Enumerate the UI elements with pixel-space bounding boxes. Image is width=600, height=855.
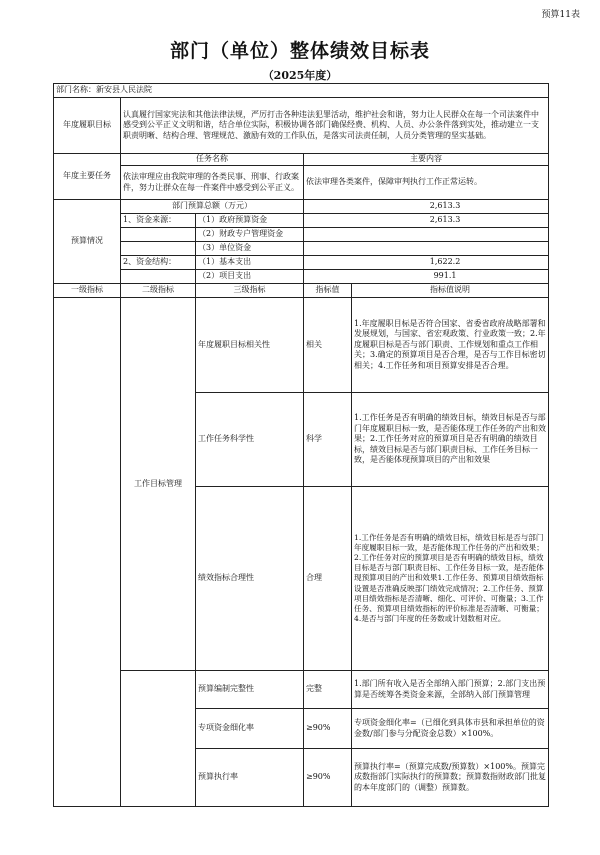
fund-structure-value: 1,622.2 xyxy=(304,256,549,270)
budget-total-value: 2,613.3 xyxy=(304,200,549,214)
level2-cell: 工作目标管理 xyxy=(121,298,196,671)
indicator-value: ≥90% xyxy=(304,749,352,807)
fund-source-item: （2）财政专户管理资金 xyxy=(196,228,304,242)
indicator-desc: 1.年度履职目标是否符合国家、省委省政府战略部署和发展规划，与国家、省宏观政策、行业政策一致；2.年度履职目标是否与部门职责、工作规划和重点工作相关；3.确定的预算项目是否合理，是否与工作目标密切相关；4.工作任务和项目预算安排是否合理。 xyxy=(352,298,549,393)
table-row xyxy=(54,298,549,393)
fund-structure-value: 991.1 xyxy=(304,270,549,284)
level3-name: 专项资金细化率 xyxy=(196,709,304,749)
level3-header: 三级指标 xyxy=(196,284,304,298)
table-number-label: 预算11表 xyxy=(541,10,580,20)
dept-name-value: 新安县人民法院 xyxy=(96,85,152,95)
level3-name: 预算执行率 xyxy=(196,749,304,807)
fund-source-label: 1、资金来源： xyxy=(121,214,196,228)
level3-name: 绩效指标合理性 xyxy=(196,487,304,671)
fund-structure-label: 2、资金结构： xyxy=(121,256,196,270)
task-content-header: 主要内容 xyxy=(304,154,549,166)
level3-name: 预算编制完整性 xyxy=(196,671,304,709)
fund-source-item: （3）单位资金 xyxy=(196,242,304,256)
task-name-text: 依法审理应由我院审理的各类民事、刑事、行政案件，努力让群众在每一件案件中感受到公平正义。 xyxy=(121,166,304,200)
page-title: 部门（单位）整体绩效目标表 xyxy=(169,40,430,62)
fund-source-value xyxy=(304,228,549,242)
main-tasks-label: 年度主要任务 xyxy=(54,154,121,200)
indicator-value: 合理 xyxy=(304,487,352,671)
level3-name: 年度履职目标相关性 xyxy=(196,298,304,393)
level2-header: 二级指标 xyxy=(121,284,196,298)
desc-header: 指标值说明 xyxy=(352,284,549,298)
fund-structure-item: （1）基本支出 xyxy=(196,256,304,270)
value-header: 指标值 xyxy=(304,284,352,298)
annual-goal-label: 年度履职目标 xyxy=(54,98,121,154)
indicator-value: 相关 xyxy=(304,298,352,393)
dept-name-cell xyxy=(54,84,549,98)
fund-structure-item: （2）项目支出 xyxy=(196,270,304,284)
task-content-text: 依法审理各类案件，保障审判执行工作正常运转。 xyxy=(304,166,549,200)
level3-name: 工作任务科学性 xyxy=(196,393,304,487)
level1-header: 一级指标 xyxy=(54,284,121,298)
indicator-desc: 1.部门所有收入是否全部纳入部门预算；2.部门支出预算是否统筹各类资金来源，全部纳入部门预算管理 xyxy=(352,671,549,709)
fund-source-item: （1）政府预算资金 xyxy=(196,214,304,228)
indicator-desc: 专项资金细化率=（已细化到具体市县和承担单位的资金数/部门参与分配资金总数）×100%。 xyxy=(352,709,549,749)
indicator-desc: 1.工作任务是否有明确的绩效目标，绩效目标是否与部门年度履职目标一致，是否能体现工作任务的产出和效果；2.工作任务对应的预算项目是否有明确的绩效目标，绩效目标是否与部门职责目标、工作任务目标一致，是否能体现预算项目的产出和效果 xyxy=(352,393,549,487)
indicator-value: ≥90% xyxy=(304,709,352,749)
indicator-desc: 预算执行率=（预算完成数/预算数）×100%。预算完成数指部门实际执行的预算数；预算数指财政部门批复的本年度部门的（调整）预算数。 xyxy=(352,749,549,807)
fund-source-value xyxy=(304,242,549,256)
budget-total-label: 部门预算总额（万元） xyxy=(121,200,304,214)
annual-goal-text: 认真履行国家宪法和其他法律法规，严厉打击各种违法犯罪活动，维护社会和谐，努力让人民群众在每一个司法案件中感受到公平正义文明和谐，结合单位实际，积极协调各部门确保经费、机构、人员、办公条件落到实处，推动建立一支职责明晰、结构合理、管理规范、激励有效的工作队伍，是落实司法责任制，人员分类管理的坚实基础。 xyxy=(121,98,549,154)
budget-label: 预算情况 xyxy=(54,200,121,284)
level2-cell xyxy=(121,671,196,807)
indicator-value: 完整 xyxy=(304,671,352,709)
indicator-desc: 1.工作任务是否有明确的绩效目标，绩效目标是否与部门年度履职目标一致，是否能体现工作任务的产出和效果；2.工作任务对应的预算项目是否有明确的绩效目标，绩效目标是否与部门职责目标、工作任务目标一致，是否能体现预算项目的产出和效果1.工作任务、预算项目绩效指标设置是否准确反映部门绩效完成情况；2.工作任务、预算项目绩效指标是否清晰、细化、可评价、可衡量；3.工作任务、预算项目绩效指标的评价标准是否清晰、可衡量；4.是否与部门年度的任务数或计划数相对应。 xyxy=(352,487,549,671)
table-row xyxy=(54,671,549,709)
performance-goal-table xyxy=(53,83,549,807)
indicator-value: 科学 xyxy=(304,393,352,487)
fund-source-value: 2,613.3 xyxy=(304,214,549,228)
task-name-header: 任务名称 xyxy=(121,154,304,166)
page-subtitle: （2025年度） xyxy=(262,69,338,82)
dept-name-label: 部门名称： xyxy=(56,85,96,95)
level1-cell xyxy=(54,298,121,807)
